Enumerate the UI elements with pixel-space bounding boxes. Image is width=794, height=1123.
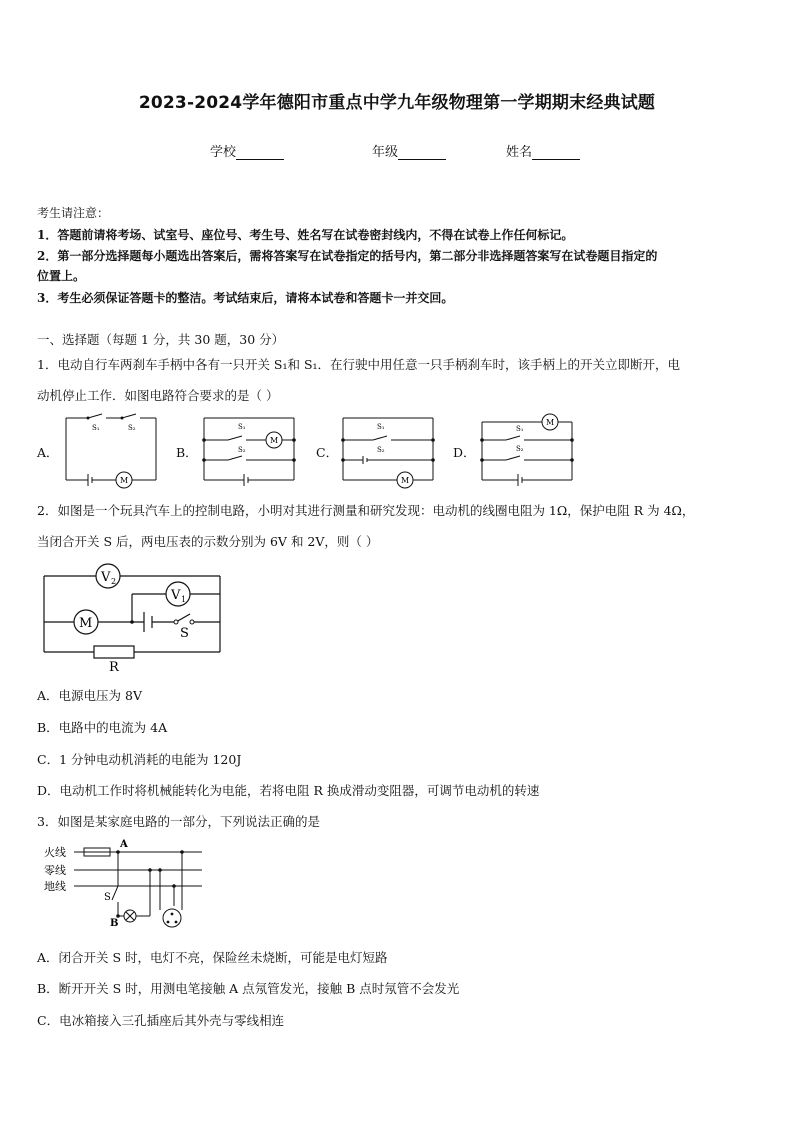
q1-c-s1-label: S₁ [377, 423, 385, 431]
name-field[interactable] [506, 141, 580, 160]
q1-a-s1-label: S₁ [92, 424, 100, 432]
school-blank[interactable] [236, 147, 284, 160]
q2-v2-subscript: 2 [111, 577, 117, 586]
school-label: 学校 [210, 145, 237, 160]
q1-d-motor-label: M [546, 418, 555, 427]
grade-label: 年级 [372, 145, 399, 160]
q1-stem-line2: 动机停止工作．如图电路符合要求的是（ ） [37, 388, 279, 403]
notice-item-2-cont: 位置上。 [37, 269, 86, 283]
q1-b-motor-label: M [270, 436, 279, 445]
q1-a-s2-label: S₂ [128, 424, 136, 432]
q1-b-s2-label: S₂ [238, 446, 246, 454]
q1-circuit-a [60, 412, 160, 492]
q2-v1-subscript: 1 [181, 595, 187, 604]
q3-switch-label: S [104, 892, 111, 903]
q3-point-a-label: A [120, 839, 128, 850]
q1-option-d-label[interactable]: D． [453, 445, 476, 460]
q1-option-a-label[interactable]: A． [37, 445, 59, 460]
q3-option-b[interactable]: B．断开开关 S 时，用测电笔接触 A 点氖管发光，接触 B 点时氖管不会发光 [37, 981, 460, 996]
q1-d-s2-label: S₂ [516, 445, 524, 453]
notice-item-2: 2．第一部分选择题每小题选出答案后，需将答案写在试卷指定的括号内，第二部分非选择题答案写在试卷题目指定的 [37, 249, 658, 263]
q3-neutral-wire-label: 零线 [44, 864, 66, 877]
q1-circuit-c [337, 412, 439, 492]
q2-resistor-label: R [109, 660, 119, 674]
q1-b-s1-label: S₁ [238, 423, 246, 431]
page-title: 2023-2024学年德阳市重点中学九年级物理第一学期期末经典试题 [138, 93, 656, 113]
grade-blank[interactable] [398, 147, 446, 160]
q3-household-circuit [40, 836, 210, 942]
q2-option-d[interactable]: D．电动机工作时将机械能转化为电能，若将电阻 R 换成滑动变阻器，可调节电动机的转速 [37, 783, 540, 798]
q3-option-a[interactable]: A．闭合开关 S 时，电灯不亮，保险丝未烧断，可能是电灯短路 [37, 950, 388, 965]
q1-c-motor-label: M [401, 476, 410, 485]
q2-stem-line1: 2．如图是一个玩具汽车上的控制电路，小明对其进行测量和研究发现：电动机的线圈电阻为 1Ω，保护电阻 R 为 4Ω， [37, 503, 695, 518]
q3-stem: 3．如图是某家庭电路的一部分，下列说法正确的是 [37, 814, 320, 829]
q1-d-s1-label: S₁ [516, 425, 524, 433]
q1-c-s2-label: S₂ [377, 446, 385, 454]
q1-stem-line1: 1．电动自行车两刹车手柄中各有一只开关 S₁和 S₁．在行驶中用任意一只手柄刹车时，该手柄上的开关立即断开，电 [37, 357, 681, 372]
q1-circuit-b [198, 412, 300, 492]
notice-item-1: 1．答题前请将考场、试室号、座位号、考生号、姓名写在试卷密封线内，不得在试卷上作任何标记。 [37, 228, 574, 242]
notice-item-3: 3．考生必须保证答题卡的整洁。考试结束后，请将本试卷和答题卡一并交回。 [37, 291, 454, 305]
name-blank[interactable] [532, 147, 580, 160]
q2-motor-label: M [79, 616, 93, 631]
q1-a-motor-label: M [120, 476, 129, 485]
section-heading: 一、选择题（每题 1 分，共 30 题，30 分） [37, 332, 285, 347]
q2-stem-line2: 当闭合开关 S 后，两电压表的示数分别为 6V 和 2V，则（ ） [37, 534, 379, 549]
school-field[interactable] [210, 141, 284, 160]
q2-circuit-diagram [38, 562, 228, 674]
q2-option-b[interactable]: B．电路中的电流为 4A [37, 720, 168, 735]
name-label: 姓名 [506, 145, 533, 160]
q1-option-c-label[interactable]: C． [316, 445, 339, 460]
q3-live-wire-label: 火线 [44, 846, 66, 859]
notice-heading: 考生请注意： [37, 206, 110, 220]
q2-v2-label: V [101, 570, 111, 585]
grade-field[interactable] [372, 141, 446, 160]
q3-option-c[interactable]: C．电冰箱接入三孔插座后其外壳与零线相连 [37, 1013, 285, 1028]
q2-v1-label: V [171, 588, 181, 603]
q1-option-b-label[interactable]: B． [176, 445, 198, 460]
q2-option-a[interactable]: A．电源电压为 8V [37, 688, 142, 703]
q3-point-b-label: B [110, 918, 119, 929]
q2-option-c[interactable]: C．1 分钟电动机消耗的电能为 120J [37, 752, 242, 767]
q3-ground-wire-label: 地线 [44, 880, 66, 893]
q2-switch-label: S [180, 626, 189, 641]
q1-circuit-d [476, 410, 578, 492]
